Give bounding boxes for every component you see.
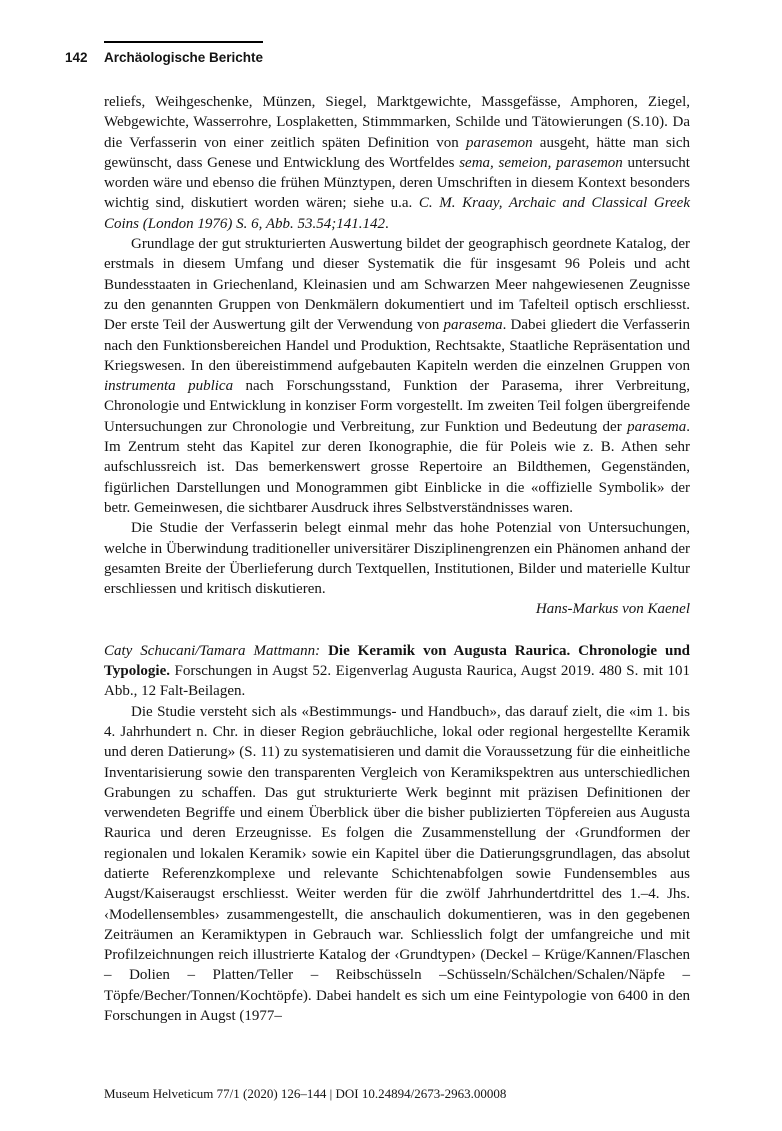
paragraph-body — [104, 702, 690, 1027]
text-run: untersucht worden wäre und ebenso die frühen Münztypen, deren Umschriften in diesem Kontext besonders wichtig sind, diskutiert worden wären; siehe u.a. — [104, 154, 690, 212]
paragraph-signature — [104, 599, 690, 619]
text-run: Forschungen in Augst 52. Eigenverlag Augusta Raurica, Augst 2019. 480 S. mit 101 Abb., 12 Falt-Beilagen. — [104, 663, 690, 700]
text-run: Die Studie versteht sich als «Bestimmungs- und Handbuch», das darauf zielt, die «im 1. bis 4. Jahrhundert n. Chr. in dieser Region gebräuchliche, lokal oder regional hergestellte Keramik und deren Datierung» (S. 11) zu systematisieren und damit die Voraussetzung für die einheitliche Inventarisierung sowie den transparenten Vergleich von Keramikspektren aus unterschiedlichen Grabungen zu schaffen. Das gut strukturierte Werk beginnt mit präzisen Definitionen der verwendeten Begriffe und einem Überblick über die bisher publizierten Töpfereien aus Augusta Raurica und deren Erzeugnisse. Es folgen die Zusammenstellung der ‹Grundformen der regionalen und lokalen Keramik› sowie ein Kapitel über die Datierungsgrundlagen, das absolut datierte Referenzkomplexe und relevante Schichtenabfolgen sowie Fundensembles aus Augst/Kaiseraugst erschliesst. Weiter werden für die zwölf Jahrhundertdrittel des 1.–4. Jhs. ‹Modellensembles› zusammengestellt, die anschaulich dokumentieren, was in den gegebenen Zeiträumen an Keramiktypen in Gebrauch war. Schliesslich folgt der umfangreiche und mit Profilzeichnungen reich illustrierte Katalog der ‹Grundtypen› (Deckel – Krüge/Kannen/Flaschen – Dolien – Platten/Teller – Reibschüsseln –Schüsseln/Schälchen/Schalen/Näpfe – Töpfe/Becher/Tonnen/Kochtöpfe). Dabei handelt es sich um eine Feintypologie von 6400 in den Forschungen in Augst (1977– — [104, 703, 690, 1025]
paragraph-body — [104, 234, 690, 518]
text-run: . Dabei gliedert die Verfasserin nach den Funktionsbereichen Handel und Produktion, Rechtsakte, Staatliche Repräsentation und Kriegswesen. In den übereistimmend aufgebauten Kapiteln werden die einzelnen Gruppen von — [104, 317, 691, 374]
text-run: nach Forschungsstand, Funktion der Parasema, ihrer Verbreitung, Chronologie und Entwicklung in konziser Form vorgestellt. Im zweiten Teil folgen übergreifende Untersuchungen zur Chronologie und Verbreitung, zur Funktion und Bedeutung der — [104, 378, 690, 435]
text-run: Grundlage der gut strukturierten Auswertung bildet der geographisch geordnete Katalog, der erstmals in diesem Umfang und dieser Systematik die für insgesamt 96 Poleis und acht Bundesstaaten in Griechenland, Kleinasien und am Schwarzen Meer nahgewiesenen Zeugnisse zu den genannten Gruppen von Denkmälern dokumentiert und im Tafelteil optisch erschliesst. Der erste Teil der Auswertung gilt der Verwendung von — [104, 236, 690, 334]
page-number: 142 — [65, 50, 88, 65]
paragraph-body — [104, 92, 690, 234]
text-run: Die Studie der Verfasserin belegt einmal mehr das hohe Potenzial von Untersuchungen, welche in Überwindung traditioneller universitärer Disziplinengrenzen ein Phänomen anhand der gesamten Breite der Überlieferung durch Textquellen, Institutionen, Bilder und materielle Kultur erschliessen und kritisch diskutieren. — [104, 520, 690, 598]
text-run: parasema — [443, 317, 503, 334]
article-body — [104, 92, 690, 1026]
text-run: reliefs, Weihgeschenke, Münzen, Siegel, Marktgewichte, Massgefässe, Amphoren, Ziegel, Webgewichte, Wasserrohre, Losplaketten, Stimmmarken, Schilde und Tätowierungen (S.10). Da die Verfasserin von einer zeitlich späten Definition von — [104, 94, 690, 151]
text-run: sema, semeion, parasemon — [459, 154, 623, 171]
text-run: Hans-Markus von Kaenel — [535, 601, 690, 618]
text-run: ausgeht, hätte man sich gewünscht, dass Genese und Entwicklung des Wortfeldes — [104, 134, 690, 171]
text-run: parasema — [627, 418, 687, 435]
text-run: . — [384, 215, 389, 232]
text-run: . Im Zentrum steht das Kapitel zur deren Ikonographie, die für Poleis wie z. B. Athen sehr aufschlussreich ist. Das bemerkenswert grosse Repertoire an Bildthemen, Gegenständen, figürlichen Darstellungen und Monogrammen gibt Einblicke in die «offizielle Symbolik» der betr. Gemeinwesen, die sichtbarer Ausdruck ihres Selbstverständnisses waren. — [104, 418, 690, 516]
paragraph-body — [104, 518, 690, 599]
text-run: parasemon — [465, 134, 533, 151]
running-title: Archäologische Berichte — [104, 41, 263, 65]
text-run: Caty Schucani/Tamara Mattmann: — [104, 642, 329, 659]
paragraph-reference — [104, 641, 690, 702]
text-run: C. M. Kraay, Archaic and Classical Greek Coins (London 1976) S. 6, Abb. 53.54;141.142 — [104, 195, 690, 232]
text-run: Die Keramik von Augusta Raurica. Chronologie und Typologie. — [104, 642, 691, 680]
journal-footer: Museum Helveticum 77/1 (2020) 126–144 | DOI 10.24894/2673-2963.00008 — [104, 1086, 507, 1101]
text-run: instrumenta publica — [104, 378, 234, 395]
